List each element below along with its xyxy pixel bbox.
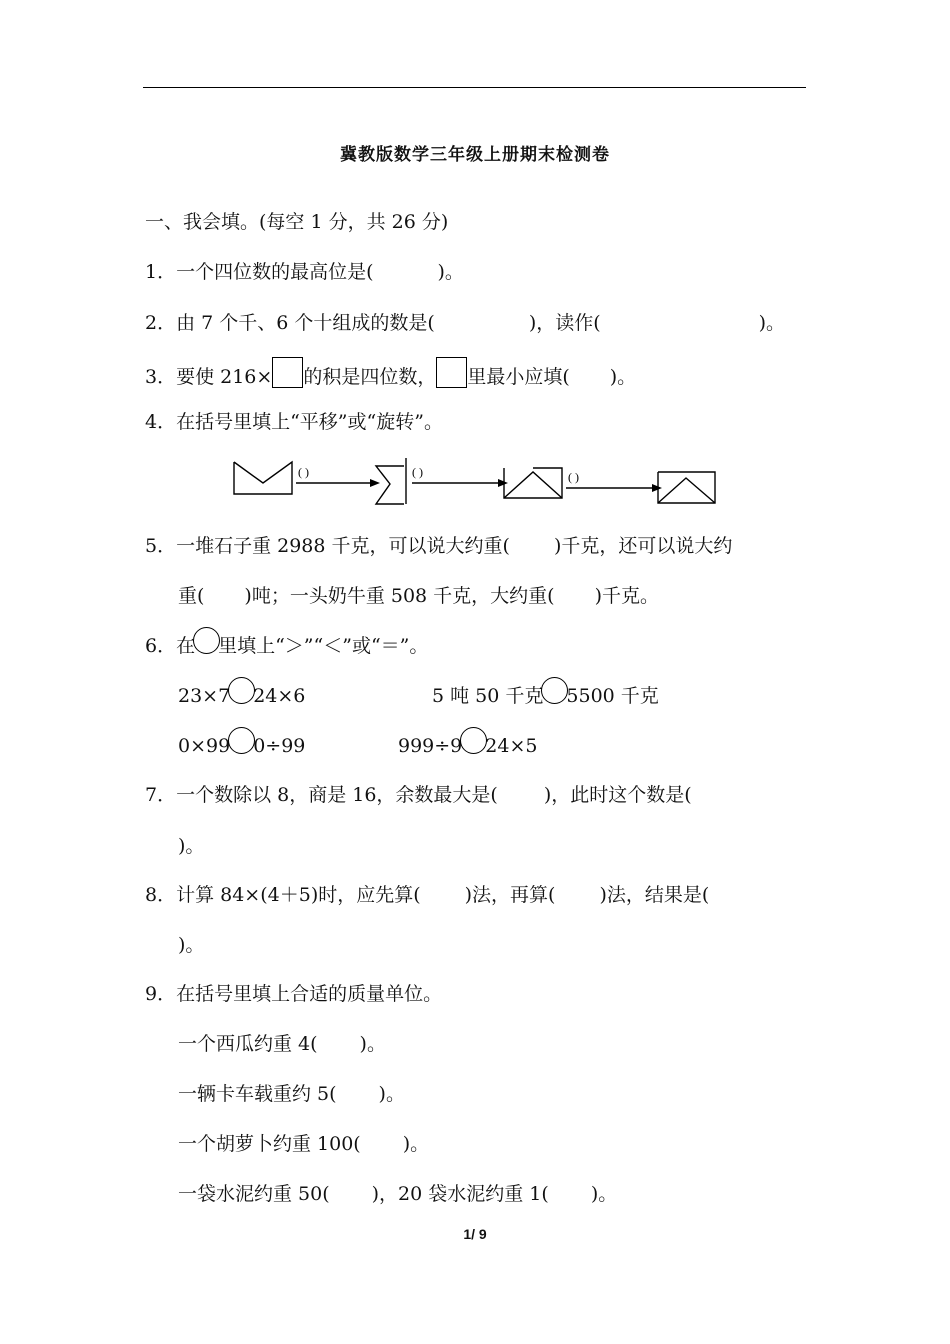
q6-item-3 bbox=[178, 727, 305, 759]
q9-item-3 bbox=[178, 1131, 429, 1157]
question-5-line-2 bbox=[178, 583, 659, 609]
question-4: 4．在括号里填上“平移”或“旋转”。 bbox=[145, 411, 443, 433]
q1-text-a: 1．一个四位数的最高位是( bbox=[145, 261, 374, 283]
figure-blank-2[interactable]: ( ) bbox=[412, 465, 423, 479]
section-heading: 一、我会填。(每空 1 分，共 26 分) bbox=[145, 211, 449, 233]
q6-item-2-right: 5500 千克 bbox=[566, 685, 659, 707]
question-5-line-1 bbox=[145, 533, 732, 559]
question-7-line-1 bbox=[145, 782, 692, 808]
q9-item-2 bbox=[178, 1081, 405, 1107]
q6-item-4 bbox=[398, 727, 537, 759]
q9-item-1-b: )。 bbox=[359, 1033, 386, 1055]
q2-text-b: )，读作( bbox=[528, 312, 601, 334]
q6-text-b: 里填上“＞”“＜”或“＝”。 bbox=[218, 635, 429, 657]
question-1 bbox=[145, 259, 464, 285]
q6-item-3-circle[interactable] bbox=[228, 727, 255, 754]
shape-envelope-4 bbox=[658, 472, 715, 503]
q6-item-3-right: 0÷99 bbox=[253, 735, 306, 757]
question-2 bbox=[145, 310, 785, 336]
q6-item-1-left: 23×7 bbox=[178, 685, 231, 707]
q8-text-1a: 8．计算 84×(4＋5)时，应先算( bbox=[145, 884, 421, 906]
question-8-line-1 bbox=[145, 882, 709, 908]
page-title: 冀教版数学三年级上册期末检测卷 bbox=[340, 145, 610, 165]
q6-item-2-left: 5 吨 50 千克 bbox=[432, 685, 544, 707]
q9-item-1-a: 一个西瓜约重 4( bbox=[178, 1033, 318, 1055]
q3-box-1 bbox=[272, 357, 303, 388]
shape-rotated bbox=[376, 466, 404, 504]
q3-box-2 bbox=[436, 357, 467, 388]
q8-text-1b: )法，再算( bbox=[464, 884, 556, 906]
question-9: 9．在括号里填上合适的质量单位。 bbox=[145, 983, 443, 1005]
q1-text-b: )。 bbox=[437, 261, 464, 283]
q5-text-1b: )千克，还可以说大约 bbox=[553, 535, 733, 557]
q6-circle bbox=[193, 627, 220, 654]
q3-text-d: )。 bbox=[609, 366, 637, 388]
page-number: 1/ 9 bbox=[463, 1226, 487, 1242]
figure-blank-1[interactable]: ( ) bbox=[298, 465, 309, 479]
q5-text-2b: )吨；一头奶牛重 508 千克，大约重( bbox=[244, 585, 555, 607]
q6-item-3-left: 0×99 bbox=[178, 735, 231, 757]
q9-item-2-a: 一辆卡车载重约 5( bbox=[178, 1083, 337, 1105]
q9-item-1 bbox=[178, 1031, 386, 1057]
q2-text-a: 2．由 7 个千、6 个十组成的数是( bbox=[145, 312, 435, 334]
q6-text-a: 6．在 bbox=[145, 635, 196, 657]
q6-item-4-right: 24×5 bbox=[485, 735, 538, 757]
question-6 bbox=[145, 627, 428, 659]
q6-item-2 bbox=[432, 677, 659, 709]
question-3 bbox=[145, 357, 636, 390]
question-8-line-2: )。 bbox=[178, 934, 205, 956]
header-rule bbox=[143, 87, 806, 88]
q9-item-4 bbox=[178, 1181, 617, 1207]
q6-item-4-circle[interactable] bbox=[460, 727, 487, 754]
question-7-line-2: )。 bbox=[178, 835, 205, 857]
q9-item-2-b: )。 bbox=[378, 1083, 405, 1105]
q6-item-1 bbox=[178, 677, 305, 709]
q7-text-1a: 7．一个数除以 8，商是 16，余数最大是( bbox=[145, 784, 498, 806]
q6-item-1-circle[interactable] bbox=[228, 677, 255, 704]
q3-text-b: 的积是四位数， bbox=[303, 366, 437, 388]
shape-envelope-1 bbox=[234, 462, 292, 494]
q5-text-2a: 重( bbox=[178, 585, 205, 607]
q9-item-4-b: )，20 袋水泥约重 1( bbox=[371, 1183, 549, 1205]
q3-text-c: 里最小应填( bbox=[467, 366, 570, 388]
q7-text-1b: )，此时这个数是( bbox=[543, 784, 692, 806]
q8-text-1c: )法，结果是( bbox=[599, 884, 710, 906]
q6-item-2-circle[interactable] bbox=[541, 677, 568, 704]
figure-blank-3[interactable]: ( ) bbox=[568, 470, 579, 484]
q9-item-3-b: )。 bbox=[402, 1133, 430, 1155]
q9-item-3-a: 一个胡萝卜约重 100( bbox=[178, 1133, 361, 1155]
q6-item-1-right: 24×6 bbox=[253, 685, 306, 707]
transform-figure bbox=[230, 440, 720, 510]
q9-item-4-c: )。 bbox=[590, 1183, 618, 1205]
q2-text-c: )。 bbox=[758, 312, 786, 334]
q5-text-2c: )千克。 bbox=[594, 585, 660, 607]
q3-text-a: 3．要使 216× bbox=[145, 366, 273, 388]
q9-item-4-a: 一袋水泥约重 50( bbox=[178, 1183, 330, 1205]
q5-text-1a: 5．一堆石子重 2988 千克，可以说大约重( bbox=[145, 535, 510, 557]
q6-item-4-left: 999÷9 bbox=[398, 735, 463, 757]
